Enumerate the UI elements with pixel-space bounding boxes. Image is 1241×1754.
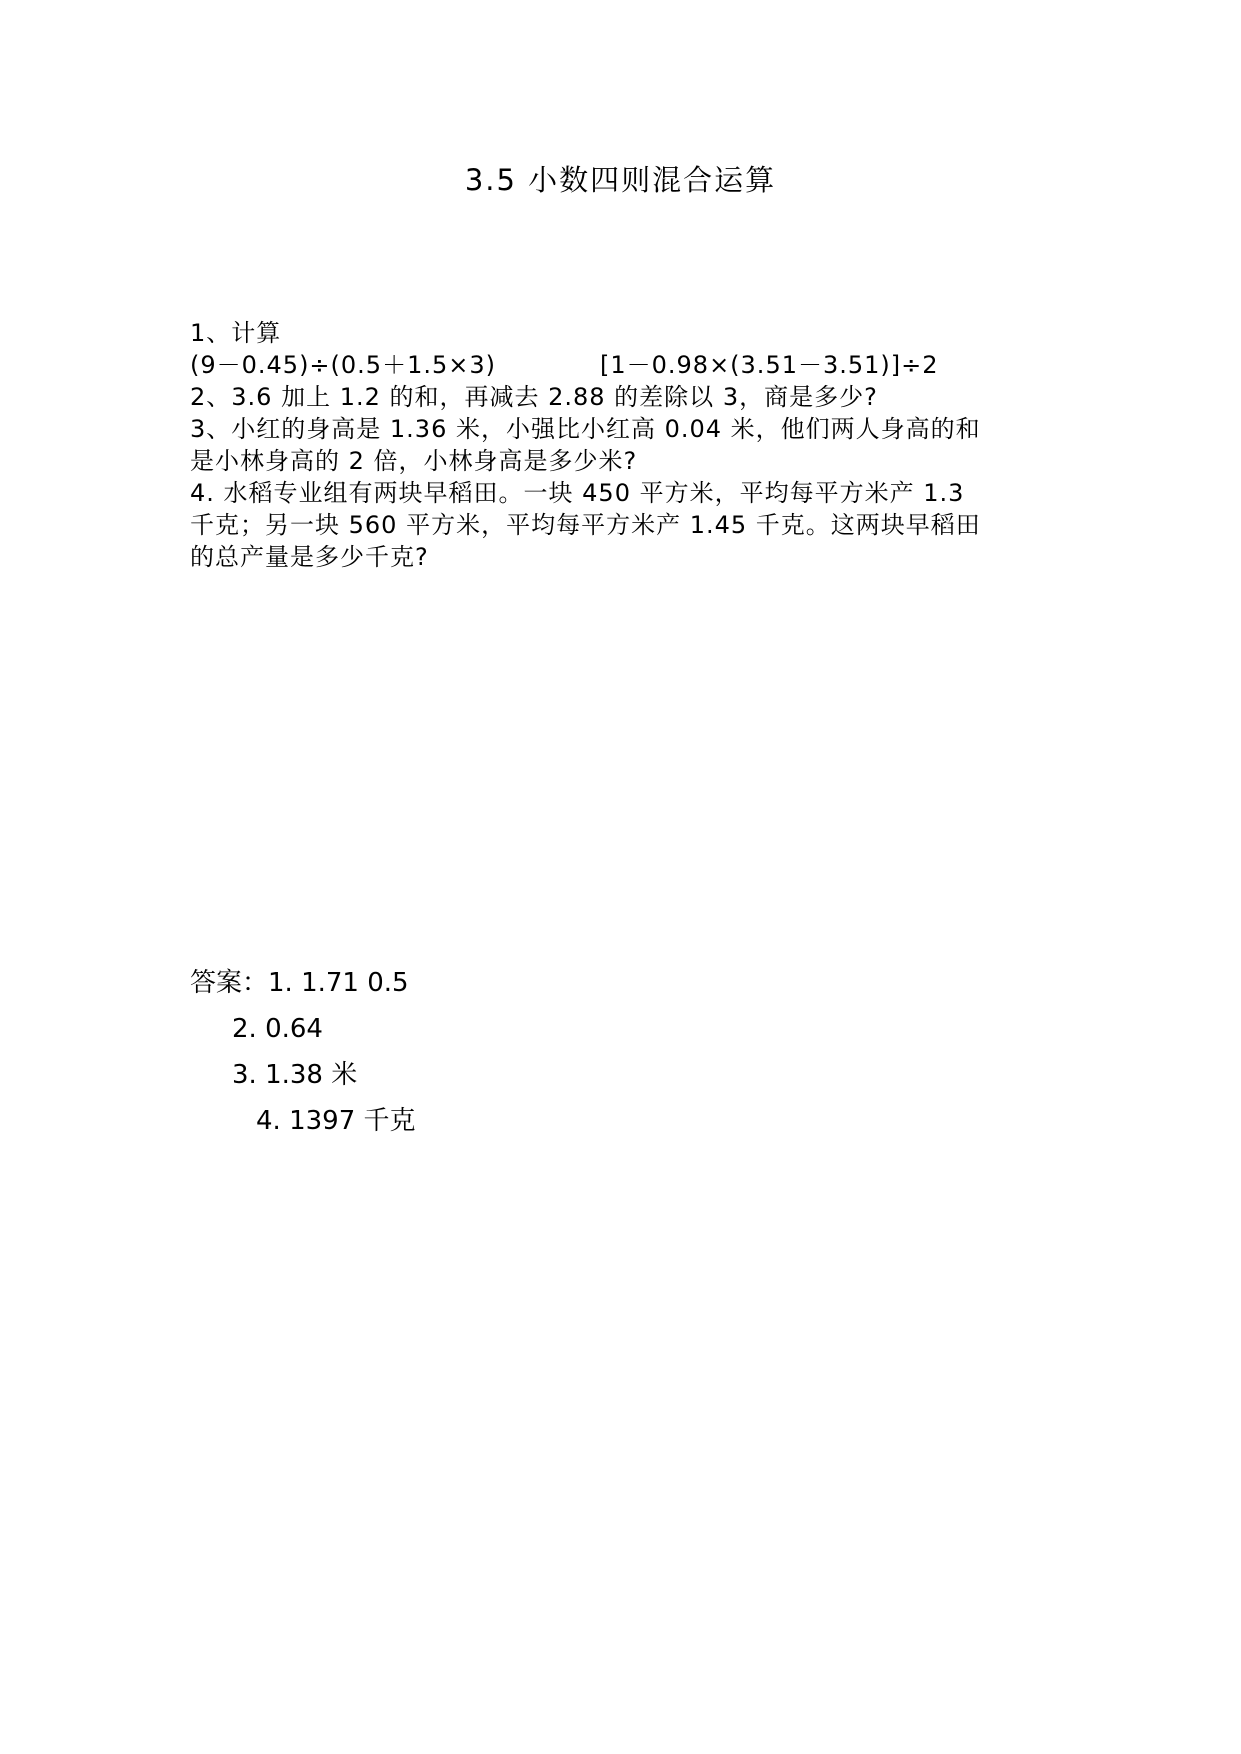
question-3-line-2: 是小林身高的 2 倍，小林身高是多少米? — [190, 447, 638, 475]
answer-1: 答案：1. 1.71 0.5 — [190, 968, 409, 998]
question-1-heading: 1、计算 — [190, 319, 282, 347]
page-title: 3.5 小数四则混合运算 — [464, 163, 777, 197]
question-3-line-1: 3、小红的身高是 1.36 米，小强比小红高 0.04 米，他们两人身高的和 — [190, 415, 981, 443]
answer-4: 4. 1397 千克 — [256, 1106, 416, 1136]
question-4-line-1: 4. 水稻专业组有两块早稻田。一块 450 平方米，平均每平方米产 1.3 — [190, 479, 965, 507]
question-4-line-2: 千克；另一块 560 平方米，平均每平方米产 1.45 千克。这两块早稻田 — [190, 511, 981, 539]
question-1-expression-a: (9－0.45)÷(0.5＋1.5×3) — [190, 351, 496, 379]
question-2: 2、3.6 加上 1.2 的和，再减去 2.88 的差除以 3，商是多少? — [190, 383, 878, 411]
answer-3: 3. 1.38 米 — [232, 1060, 358, 1090]
question-1-expression-b: [1－0.98×(3.51－3.51)]÷2 — [600, 351, 939, 379]
answer-2: 2. 0.64 — [232, 1014, 323, 1044]
question-4-line-3: 的总产量是多少千克? — [190, 543, 429, 571]
